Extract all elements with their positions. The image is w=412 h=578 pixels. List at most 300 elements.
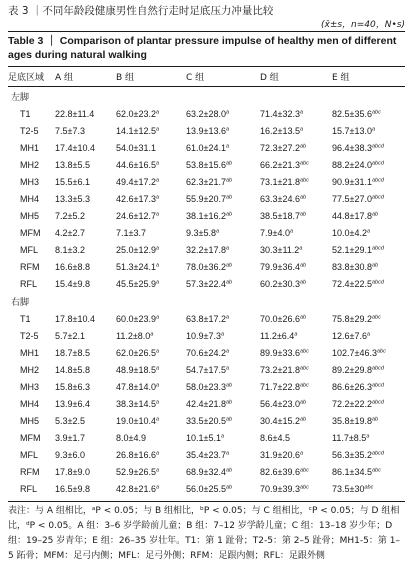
significance-marker: ab	[225, 211, 233, 217]
value-cell	[260, 463, 332, 480]
significance-marker: a	[289, 228, 294, 234]
region-label: MFM	[20, 227, 41, 238]
table-row	[8, 241, 405, 258]
significance-marker: a	[155, 314, 160, 320]
value-cell	[116, 224, 186, 241]
value-cell	[55, 173, 116, 190]
value-cell	[55, 207, 116, 224]
significance-marker: ab	[225, 177, 233, 183]
cell-value: 16.2±13.5	[260, 125, 300, 136]
value-cell	[332, 480, 405, 497]
value-cell	[116, 480, 186, 497]
cell-value: 52.1±29.1	[332, 244, 372, 255]
value-cell	[186, 378, 260, 395]
region-label: MH2	[20, 364, 40, 375]
cell-value: 56.3±35.2	[332, 449, 372, 460]
cell-value: 47.8±14.0	[116, 381, 156, 392]
value-cell	[186, 395, 260, 412]
cell-value: 58.0±23.3	[186, 381, 226, 392]
significance-marker: a	[366, 433, 370, 439]
col-header-group-d: D 组	[260, 67, 332, 87]
significance-marker: ab	[225, 416, 233, 422]
significance-marker: a	[155, 245, 160, 251]
value-cell	[332, 395, 405, 412]
value-cell	[186, 241, 260, 258]
cell-value: 4.2±2.7	[55, 227, 85, 238]
cell-value: 62.0±23.2	[116, 108, 156, 119]
cell-value: 82.6±39.6	[260, 466, 300, 477]
significance-marker: ab	[299, 399, 307, 405]
value-cell	[260, 429, 332, 446]
value-cell	[186, 224, 260, 241]
significance-marker: ab	[299, 262, 307, 268]
cell-value: 48.9±18.5	[116, 364, 156, 375]
cell-value: 24.6±12.7	[116, 210, 156, 221]
cell-value: 13.9±13.6	[186, 125, 226, 136]
cell-value: 35.4±23.7	[186, 449, 226, 460]
significance-marker: abc	[371, 314, 381, 320]
cell-value: 12.6±7.6	[332, 330, 367, 341]
col-header-group-a: A 组	[55, 67, 116, 87]
value-cell	[332, 156, 405, 173]
value-cell	[260, 275, 332, 292]
cell-value: 13.8±5.5	[55, 159, 90, 170]
cell-value: 73.5±30	[332, 483, 365, 494]
table-row	[8, 480, 405, 497]
table-row	[8, 156, 405, 173]
cell-value: 102.7±46.3	[332, 347, 377, 358]
value-cell	[332, 275, 405, 292]
value-cell	[55, 446, 116, 463]
value-cell	[260, 207, 332, 224]
cell-value: 16.6±8.8	[55, 261, 90, 272]
significance-marker: abc	[371, 467, 381, 473]
region-label: MFL	[20, 244, 38, 255]
significance-marker: ab	[299, 211, 307, 217]
table-row	[8, 395, 405, 412]
cell-value: 31.9±20.6	[260, 449, 300, 460]
significance-marker: a	[155, 399, 160, 405]
cell-value: 89.2±29.8	[332, 364, 372, 375]
table-row	[8, 122, 405, 139]
significance-marker: a	[155, 126, 160, 132]
cell-value: 33.5±20.5	[186, 415, 226, 426]
significance-marker: ab	[299, 279, 307, 285]
significance-marker: a	[225, 126, 230, 132]
cell-value: 38.3±14.5	[116, 398, 156, 409]
significance-marker: ab	[371, 416, 379, 422]
value-cell	[116, 395, 186, 412]
significance-marker: ab	[371, 262, 379, 268]
cell-value: 15.8±6.3	[55, 381, 90, 392]
cell-value: 11.2±6.4	[260, 330, 295, 341]
cell-value: 75.8±29.2	[332, 313, 372, 324]
cell-value: 73.2±21.8	[260, 364, 300, 375]
cell-value: 10.9±7.3	[186, 330, 221, 341]
significance-marker: a	[155, 262, 160, 268]
cell-value: 32.2±17.8	[186, 244, 226, 255]
cell-value: 70.9±39.3	[260, 483, 300, 494]
region-label: MH2	[20, 159, 40, 170]
significance-marker: a	[220, 331, 225, 337]
cell-value: 17.8±10.4	[55, 313, 95, 324]
value-cell	[55, 361, 116, 378]
cell-value: 14.1±12.5	[116, 125, 156, 136]
region-label: RFL	[20, 278, 38, 289]
cell-value: 7.1±3.7	[116, 227, 146, 238]
data-table	[8, 67, 405, 497]
value-cell	[186, 258, 260, 275]
region-label: T1	[20, 108, 31, 119]
cell-value: 96.4±38.3	[332, 142, 372, 153]
significance-marker: a	[299, 245, 303, 251]
cell-value: 57.3±22.4	[186, 278, 226, 289]
table-row	[8, 412, 405, 429]
cell-value: 70.0±26.6	[260, 313, 300, 324]
region-label: MH3	[20, 176, 40, 187]
cell-value: 13.3±5.3	[55, 193, 90, 204]
significance-marker: a	[155, 416, 160, 422]
value-cell	[116, 327, 186, 344]
value-cell	[332, 190, 405, 207]
value-cell	[260, 122, 332, 139]
value-cell	[332, 463, 405, 480]
significance-marker: abc	[299, 484, 309, 490]
significance-marker: a	[155, 382, 160, 388]
significance-marker: a	[155, 484, 160, 490]
value-cell	[116, 310, 186, 327]
significance-marker: ab	[371, 211, 379, 217]
significance-marker: a	[371, 126, 376, 132]
value-cell	[332, 310, 405, 327]
significance-marker: a	[225, 109, 230, 115]
region-label: MFM	[20, 432, 41, 443]
table-row	[8, 207, 405, 224]
significance-marker: abcd	[371, 143, 384, 149]
significance-marker: abc	[299, 177, 309, 183]
cell-value: 8.6±4.5	[260, 432, 290, 443]
cell-value: 13.9±6.4	[55, 398, 90, 409]
value-cell	[260, 344, 332, 361]
significance-marker: a	[155, 211, 160, 217]
significance-marker: abcd	[371, 177, 384, 183]
region-label: MH1	[20, 142, 40, 153]
cell-value: 54.0±31.1	[116, 142, 156, 153]
significance-marker: a	[225, 450, 230, 456]
value-cell	[332, 361, 405, 378]
value-cell	[260, 173, 332, 190]
value-cell	[116, 105, 186, 122]
value-cell	[186, 105, 260, 122]
value-cell	[116, 258, 186, 275]
significance-marker: a	[225, 245, 230, 251]
value-cell	[55, 156, 116, 173]
cell-value: 55.9±20.7	[186, 193, 226, 204]
value-cell	[260, 258, 332, 275]
cell-value: 15.5±6.1	[55, 176, 90, 187]
cell-value: 44.8±17.8	[332, 210, 372, 221]
value-cell	[55, 310, 116, 327]
value-cell	[332, 105, 405, 122]
value-cell	[116, 207, 186, 224]
cell-value: 86.1±34.5	[332, 466, 372, 477]
cell-value: 82.5±35.6	[332, 108, 372, 119]
significance-marker: ab	[225, 467, 233, 473]
value-cell	[186, 480, 260, 497]
cell-value: 9.3±6.0	[55, 449, 85, 460]
significance-marker: a	[150, 331, 154, 337]
group-header-row	[8, 87, 405, 106]
cell-value: 72.4±22.5	[332, 278, 372, 289]
cell-value: 83.8±30.8	[332, 261, 372, 272]
cell-value: 7.2±5.2	[55, 210, 85, 221]
value-cell	[260, 378, 332, 395]
significance-marker: a	[366, 228, 371, 234]
table-row	[8, 190, 405, 207]
table-row	[8, 463, 405, 480]
cell-value: 17.4±10.4	[55, 142, 95, 153]
region-label: MFL	[20, 449, 38, 460]
col-header-group-e: E 组	[332, 67, 405, 87]
significance-marker: abc	[299, 348, 309, 354]
significance-marker: ab	[225, 160, 233, 166]
value-cell	[332, 446, 405, 463]
cell-value: 71.4±32.3	[260, 108, 300, 119]
cell-value: 5.7±2.1	[55, 330, 85, 341]
significance-marker: abc	[299, 365, 309, 371]
value-cell	[332, 207, 405, 224]
cell-value: 71.7±22.8	[260, 381, 300, 392]
value-cell	[55, 190, 116, 207]
value-cell	[260, 446, 332, 463]
significance-marker: abcd	[371, 450, 384, 456]
significance-marker: abc	[299, 467, 309, 473]
table-title-cn: 表 3 ｜不同年龄段健康男性自然行走时足底压力冲量比较	[8, 5, 274, 17]
cell-value: 88.2±24.0	[332, 159, 372, 170]
region-label: RFL	[20, 483, 38, 494]
table-title-en: Table 3 ｜ Comparison of plantar pressure impulse of healthy men of different ages during natural walking	[8, 35, 397, 61]
cell-value: 5.3±2.5	[55, 415, 85, 426]
cell-value: 42.6±17.3	[116, 193, 156, 204]
value-cell	[260, 412, 332, 429]
value-cell	[186, 344, 260, 361]
value-cell	[186, 275, 260, 292]
significance-marker: abcd	[371, 160, 384, 166]
significance-marker: a	[299, 109, 304, 115]
significance-marker: a	[294, 331, 298, 337]
region-label: MH3	[20, 381, 40, 392]
significance-marker: a	[299, 450, 304, 456]
group-label: 右脚	[11, 297, 30, 308]
cell-value: 62.3±21.7	[186, 176, 226, 187]
col-header-region: 足底区域	[8, 67, 55, 87]
significance-marker: ab	[299, 194, 307, 200]
value-cell	[260, 395, 332, 412]
value-cell	[116, 275, 186, 292]
value-cell	[186, 156, 260, 173]
significance-marker: ab	[299, 143, 307, 149]
cell-value: 42.4±21.8	[186, 398, 226, 409]
value-cell	[332, 139, 405, 156]
value-cell	[55, 412, 116, 429]
value-cell	[116, 173, 186, 190]
cell-value: 11.7±8.5	[332, 432, 367, 443]
value-cell	[55, 275, 116, 292]
cell-value: 56.0±25.5	[186, 483, 226, 494]
cell-value: 10.0±4.2	[332, 227, 367, 238]
significance-marker: a	[155, 160, 160, 166]
value-cell	[55, 327, 116, 344]
cell-value: 66.2±21.3	[260, 159, 300, 170]
cell-value: 8.1±3.2	[55, 244, 85, 255]
value-cell	[186, 173, 260, 190]
stats-unit-line: (x̄±s，n=40，N•s)	[320, 20, 405, 30]
value-cell	[260, 156, 332, 173]
value-cell	[116, 463, 186, 480]
cell-value: 86.6±26.3	[332, 381, 372, 392]
table-header-row	[8, 67, 405, 87]
significance-marker: ab	[225, 262, 233, 268]
region-label: T2-5	[20, 330, 39, 341]
table-footnote: 表注：与 A 组相比，ᵃP < 0.05；与 B 组相比，ᵇP < 0.05；与 C 组相比，ᶜP < 0.05；与 D 组相比，ᵈP < 0.05。A 组：3–6 岁学龄前儿童；B 组：7–12 岁学龄儿童；C 组：13–18 岁少年；D 组：19–25 岁青年；E 组：26–35 岁壮年。T1：第 1 趾骨；T2-5：第 2–5 趾骨；MH1-5：第 1–5 跖骨；MFM：足弓内侧；MFL：足弓外侧；RFM：足跟内侧；RFL：足跟外侧	[8, 501, 405, 564]
cell-value: 52.9±26.5	[116, 466, 156, 477]
value-cell	[260, 327, 332, 344]
table-body	[8, 87, 405, 498]
significance-marker: a	[155, 279, 160, 285]
table-row	[8, 378, 405, 395]
significance-marker: a	[225, 314, 230, 320]
value-cell	[186, 429, 260, 446]
value-cell	[116, 412, 186, 429]
cell-value: 54.7±17.5	[186, 364, 226, 375]
significance-marker: a	[225, 143, 230, 149]
value-cell	[186, 190, 260, 207]
table-row	[8, 173, 405, 190]
cell-value: 15.7±13.0	[332, 125, 372, 136]
cell-value: 79.9±36.4	[260, 261, 300, 272]
significance-marker: abc	[371, 109, 381, 115]
significance-marker: a	[220, 433, 225, 439]
value-cell	[55, 122, 116, 139]
significance-marker: a	[225, 348, 230, 354]
significance-marker: abc	[376, 348, 386, 354]
region-label: RFM	[20, 466, 40, 477]
value-cell	[186, 446, 260, 463]
value-cell	[260, 480, 332, 497]
region-label: RFM	[20, 261, 40, 272]
cell-value: 73.1±21.8	[260, 176, 300, 187]
region-label: MH4	[20, 193, 40, 204]
value-cell	[186, 327, 260, 344]
value-cell	[260, 310, 332, 327]
value-cell	[116, 378, 186, 395]
region-label: MH4	[20, 398, 40, 409]
value-cell	[55, 258, 116, 275]
cell-value: 16.5±9.8	[55, 483, 90, 494]
cell-value: 19.0±10.4	[116, 415, 156, 426]
significance-marker: a	[299, 126, 304, 132]
significance-marker: abcd	[371, 365, 384, 371]
cell-value: 9.3±5.8	[186, 227, 216, 238]
cell-value: 7.9±4.0	[260, 227, 290, 238]
cell-value: 11.2±8.0	[116, 330, 151, 341]
value-cell	[116, 156, 186, 173]
significance-marker: abcd	[371, 399, 384, 405]
significance-marker: abcd	[371, 279, 384, 285]
table-row	[8, 105, 405, 122]
value-cell	[55, 480, 116, 497]
cell-value: 38.1±16.2	[186, 210, 226, 221]
significance-marker: a	[366, 331, 371, 337]
cell-value: 68.9±32.4	[186, 466, 226, 477]
cell-value: 61.0±24.1	[186, 142, 226, 153]
value-cell	[116, 190, 186, 207]
value-cell	[332, 224, 405, 241]
value-cell	[116, 122, 186, 139]
significance-marker: a	[155, 365, 160, 371]
cell-value: 18.7±8.5	[55, 347, 90, 358]
cell-value: 17.8±9.0	[55, 466, 90, 477]
value-cell	[332, 122, 405, 139]
significance-marker: abcd	[371, 194, 384, 200]
table-row	[8, 258, 405, 275]
significance-marker: a	[225, 365, 230, 371]
cell-value: 8.0±4.9	[116, 432, 146, 443]
cell-value: 60.2±30.3	[260, 278, 300, 289]
value-cell	[260, 190, 332, 207]
cell-value: 26.8±16.6	[116, 449, 156, 460]
value-cell	[260, 105, 332, 122]
table-row	[8, 344, 405, 361]
value-cell	[332, 344, 405, 361]
value-cell	[55, 429, 116, 446]
cell-value: 30.3±11.2	[260, 244, 300, 255]
value-cell	[116, 139, 186, 156]
value-cell	[332, 327, 405, 344]
cell-value: 72.2±22.2	[332, 398, 372, 409]
value-cell	[55, 241, 116, 258]
table-row	[8, 275, 405, 292]
value-cell	[332, 378, 405, 395]
cell-value: 56.4±23.0	[260, 398, 300, 409]
value-cell	[332, 258, 405, 275]
cell-value: 7.5±7.3	[55, 125, 85, 136]
significance-marker: abc	[364, 484, 374, 490]
cell-value: 72.3±27.2	[260, 142, 300, 153]
value-cell	[332, 429, 405, 446]
value-cell	[186, 122, 260, 139]
significance-marker: a	[155, 467, 160, 473]
value-cell	[116, 429, 186, 446]
region-label: MH1	[20, 347, 40, 358]
value-cell	[186, 412, 260, 429]
value-cell	[260, 139, 332, 156]
significance-marker: ab	[225, 382, 233, 388]
value-cell	[186, 463, 260, 480]
cell-value: 15.4±9.8	[55, 278, 90, 289]
value-cell	[116, 241, 186, 258]
cell-value: 38.5±18.7	[260, 210, 300, 221]
group-label: 左脚	[11, 92, 30, 103]
cell-value: 25.0±12.9	[116, 244, 156, 255]
cell-value: 14.8±5.8	[55, 364, 90, 375]
cell-value: 70.6±24.2	[186, 347, 226, 358]
significance-marker: ab	[225, 279, 233, 285]
value-cell	[116, 361, 186, 378]
cell-value: 3.9±1.7	[55, 432, 85, 443]
value-cell	[55, 344, 116, 361]
cell-value: 77.5±27.0	[332, 193, 372, 204]
